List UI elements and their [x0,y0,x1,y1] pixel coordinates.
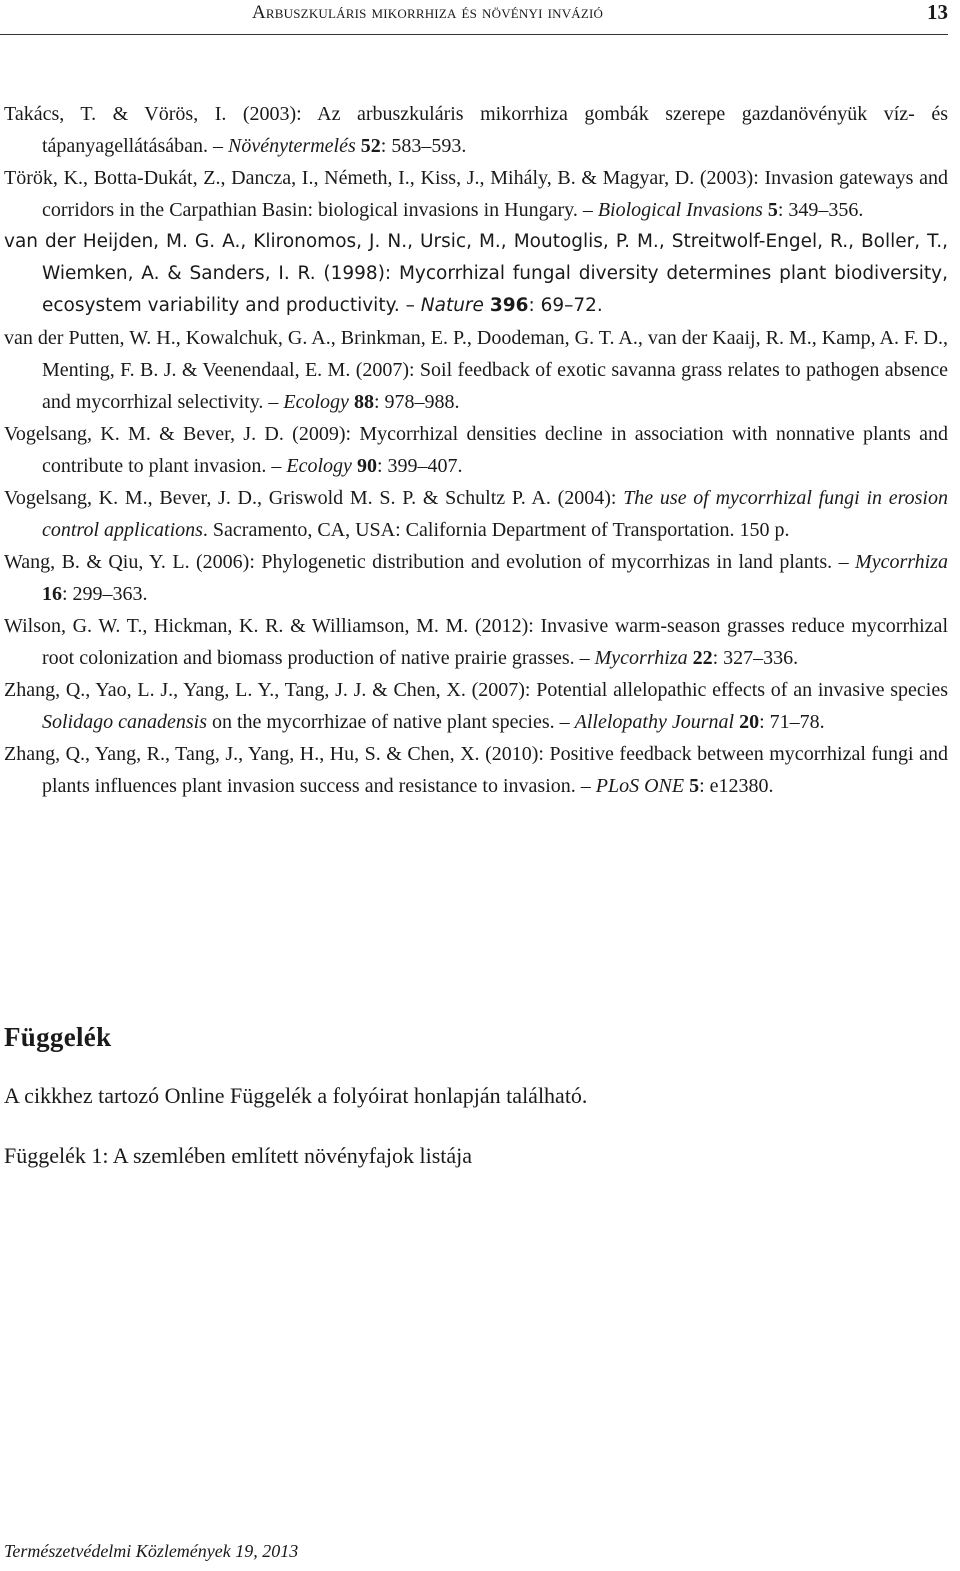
reference-item: Török, K., Botta-Dukát, Z., Dancza, I., Németh, I., Kiss, J., Mihály, B. & Magyar, D. (2003): Invasion gateways and corridors in the Carpathian Basin: biological invasions in Hungary. – Biological Invasions 5: 349–356. [4,167,948,221]
running-title: Arbuszkuláris mikorrhiza és növényi invázió [252,2,604,23]
reference-item: Wilson, G. W. T., Hickman, K. R. & Williamson, M. M. (2012): Invasive warm-season grasses reduce mycorrhizal root colonization and biomass production of native prairie grasses. – Mycorrhiza 22: 327–336. [4,615,948,669]
journal-footer: Természetvédelmi Közlemények 19, 2013 [4,1541,299,1561]
reference-item: Vogelsang, K. M. & Bever, J. D. (2009): Mycorrhizal densities decline in association with nonnative plants and contribute to plant invasion. – Ecology 90: 399–407. [4,423,948,477]
appendix-section [4,1022,948,1169]
reference-item: Wang, B. & Qiu, Y. L. (2006): Phylogenetic distribution and evolution of mycorrhizas in land plants. – Mycorrhiza 16: 299–363. [4,551,948,605]
reference-item: van der Putten, W. H., Kowalchuk, G. A., Brinkman, E. P., Doodeman, G. T. A., van der Kaaij, R. M., Kamp, A. F. D., Menting, F. B. J. & Veenendaal, E. M. (2007): Soil feedback of exotic savanna grass relates to pathogen absence and mycorrhizal selectivity. – Ecology 88: 978–988. [4,327,948,413]
reference-item: Takács, T. & Vörös, I. (2003): Az arbuszkuláris mikorrhiza gombák szerepe gazdanövényük víz- és tápanyagellátásában. – Növénytermelés 52: 583–593. [4,103,948,157]
reference-item: Zhang, Q., Yao, L. J., Yang, L. Y., Tang, J. J. & Chen, X. (2007): Potential allelopathic effects of an invasive species Solidago canadensis on the mycorrhizae of native plant species. – Allelopathy Journal 20: 71–78. [4,679,948,733]
reference-item: Vogelsang, K. M., Bever, J. D., Griswold M. S. P. & Schultz P. A. (2004): The use of mycorrhizal fungi in erosion control applications. Sacramento, CA, USA: California Department of Transportation. 150 p. [4,487,948,541]
reference-item: van der Heijden, M. G. A., Klironomos, J. N., Ursic, M., Moutoglis, P. M., Streitwolf-Engel, R., Boller, T., Wiemken, A. & Sanders, I. R. (1998): Mycorrhizal fungal diversity determines plant biodiversity, ecosystem variability and productivity. – Nature 396: 69–72. [4,231,948,316]
appendix-subheading: Függelék 1: A szemlében említett növényfajok listája [4,1143,473,1168]
appendix-text: A cikkhez tartozó Online Függelék a folyóirat honlapján található. [4,1083,588,1108]
appendix-heading: Függelék [4,1022,112,1052]
reference-item: Zhang, Q., Yang, R., Tang, J., Yang, H., Hu, S. & Chen, X. (2010): Positive feedback between mycorrhizal fungi and plants influences plant invasion success and resistance to invasion. – PLoS ONE 5: e12380. [4,743,948,797]
page-number: 13 [927,0,948,24]
running-header [0,0,948,35]
reference-list [4,98,948,802]
